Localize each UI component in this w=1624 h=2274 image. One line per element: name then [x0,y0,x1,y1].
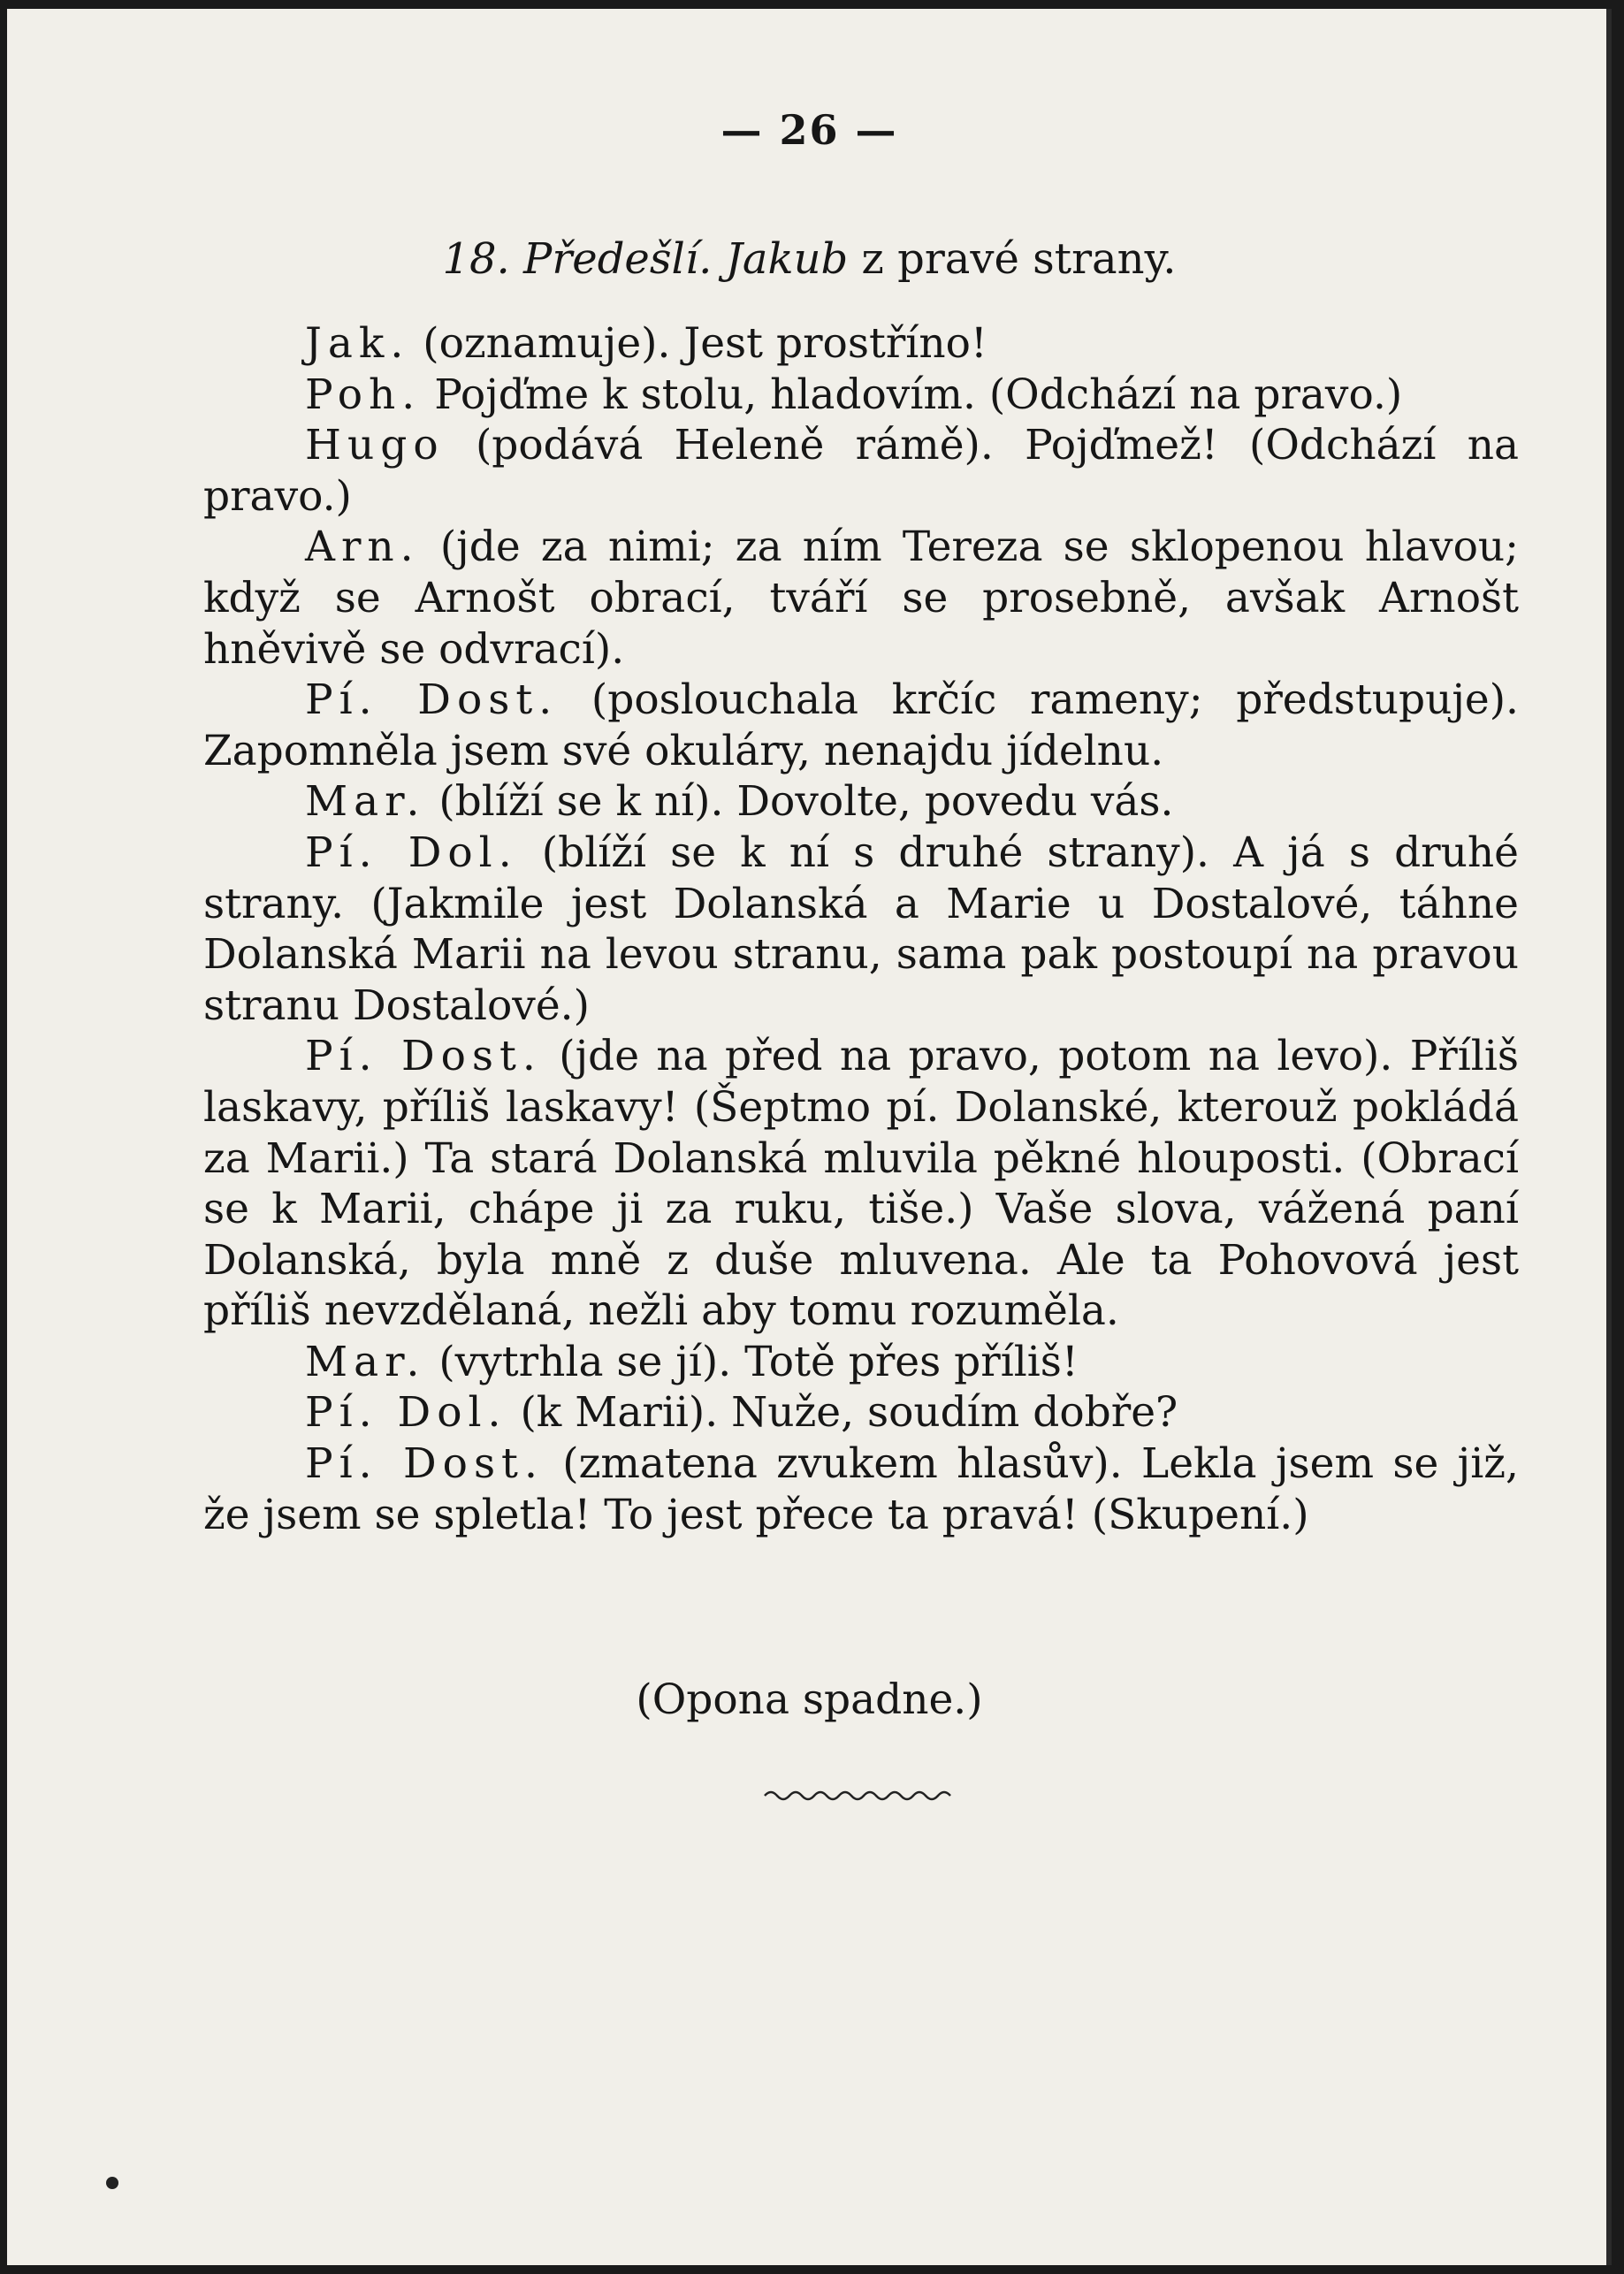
speech [203,675,1519,776]
speech [203,318,1519,370]
speech-text: (zmatena zvukem hlasův). Lekla jsem se již, že jsem se spletla! To jest přece ta pravá! (Skupení.) [203,1439,1519,1539]
speech [203,1438,1519,1540]
speech-text: (blíží se k ní). Dovolte, povedu vás. [438,777,1174,827]
speech [203,1387,1519,1438]
scene-heading [7,234,1612,284]
speaker: Pí. Dol. [305,828,518,877]
scene-number: 18. [442,234,510,284]
speech-text: (k Marii). Nuže, soudím dobře? [520,1388,1178,1438]
speech [203,776,1519,828]
speaker: Pí. Dost. [305,1439,544,1489]
speech [203,370,1519,421]
speech [203,522,1519,675]
ink-speck [106,2177,118,2189]
speech-text: (jde za nimi; za ním Tereza se sklopenou hlavou; když se Arnošt obrací, tváří se prosebně, avšak Arnošt hněvivě se odvrací). [203,523,1519,674]
speech-text: (podává Heleně rámě). Pojďmež! (Odchází na pravo.) [203,421,1519,521]
speech [203,1031,1519,1337]
speech-text: (oznamuje). Jest prostříno! [423,319,987,368]
speech [203,828,1519,1031]
speech-text: (blíží se k ní s druhé strany). A já s druhé strany. (Jakmile jest Dolanská a Marie u Dostalové, táhne Dolanská Marii na levou stranu, sama pak postoupí na pravou stranu Dostalové.) [203,828,1519,1030]
ornament-divider [763,1782,957,1808]
speech-text: (poslouchala krčíc rameny; předstupuje). Zapomněla jsem své okuláry, nenajdu jídelnu. [203,675,1519,775]
speech [203,1337,1519,1388]
speaker: Arn. [305,523,420,572]
speaker: Mar. [305,777,426,827]
speaker: Pí. Dost. [305,1032,542,1081]
speaker: Hugo [305,421,445,470]
speaker: Mar. [305,1337,426,1386]
speaker: Jak. [305,319,410,368]
page-number: — 26 — [721,106,898,154]
scene-rest: z pravé strany. [861,234,1177,284]
speech [203,420,1519,522]
speech-text: (vytrhla se jí). Totě přes příliš! [438,1337,1079,1386]
dialogue [203,318,1519,1540]
stage-direction-curtain: (Opona spadne.) [636,1675,983,1724]
speaker: Poh. [305,370,422,419]
speech-text: (jde na před na pravo, potom na levo). Příliš laskavy, příliš laskavy! (Šeptmo pí. Dolanské, kterouž pokládá za Marii.) Ta stará Dolanská mluvila pěkné hlouposti. (Obrací se k Marii, chápe ji za ruku, tiše.) Vaše slova, vážená paní Dolanská, byla mně z duše mluvena. Ale ta Pohovová jest příliš nevzdělaná, nežli aby tomu rozuměla. [203,1032,1519,1336]
speech-text: Pojďme k stolu, hladovím. (Odchází na pravo.) [434,370,1403,419]
scene-name: Jakub [725,234,849,284]
speaker: Pí. Dol. [305,1388,507,1438]
speaker: Pí. Dost. [305,675,559,725]
book-page [7,9,1612,2265]
scene-persons: Předešlí. [523,234,713,284]
